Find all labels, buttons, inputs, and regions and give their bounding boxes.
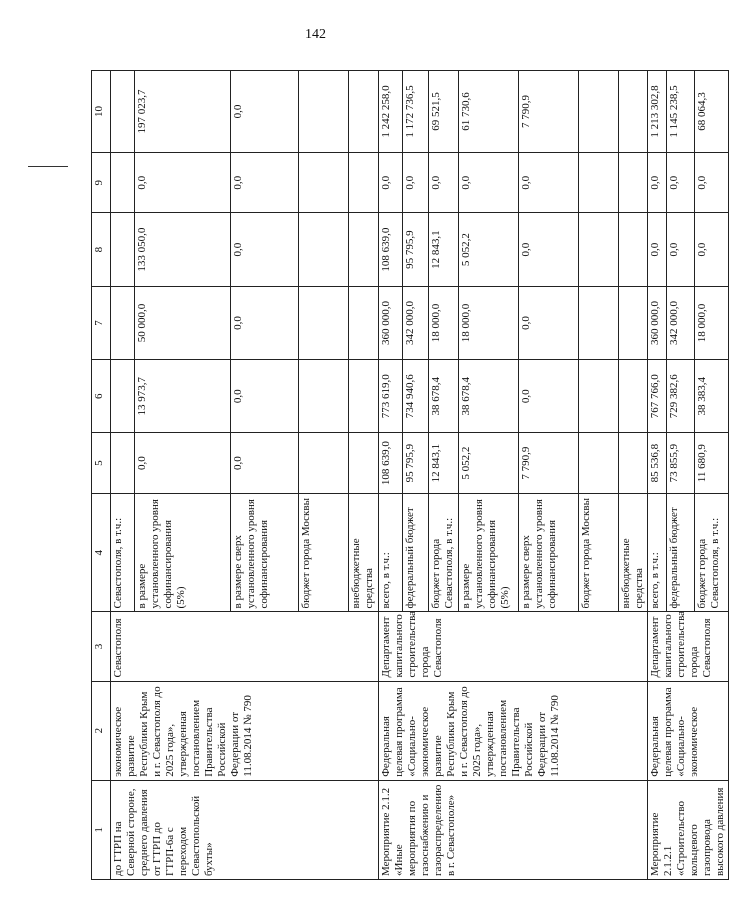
value-cell: 0,0	[231, 213, 299, 286]
value-cell: 1 172 736,5	[403, 71, 429, 153]
value-cell: 729 382,6	[666, 360, 694, 433]
value-cell	[349, 213, 379, 286]
value-cell	[349, 71, 379, 153]
value-cell: 0,0	[135, 153, 231, 213]
value-cell: 108 639,0	[379, 213, 403, 286]
value-cell: 13 973,7	[135, 360, 231, 433]
table-row	[379, 71, 403, 880]
value-cell	[619, 360, 648, 433]
value-cell	[619, 213, 648, 286]
value-cell: 85 536,8	[647, 433, 666, 493]
value-cell: 0,0	[647, 213, 666, 286]
value-cell: 0,0	[379, 153, 403, 213]
value-cell	[349, 153, 379, 213]
value-cell: 0,0	[666, 153, 694, 213]
block-col1-cell: Мероприятие 2.1.2 «Иные мероприятия по газоснабжению и газораспределению в г. Севастополе»	[379, 780, 648, 879]
value-cell: 0,0	[231, 286, 299, 359]
value-cell: 0,0	[519, 153, 579, 213]
value-cell	[111, 213, 135, 286]
rotated-table	[91, 70, 726, 880]
value-cell: 0,0	[694, 213, 728, 286]
source-cell: бюджет города Москвы	[579, 493, 619, 612]
block-col3-cell: Севастополя	[111, 612, 379, 681]
value-cell: 0,0	[647, 153, 666, 213]
value-cell: 95 795,9	[403, 213, 429, 286]
page-number: 142	[305, 27, 326, 42]
value-cell: 69 521,5	[429, 71, 459, 153]
value-cell	[579, 213, 619, 286]
block-col2-cell: экономическое развитие Республики Крым и г. Севастополя до 2025 года», утвержденная постановлением Правительства Российской Федерации от 11.08.2014 № 790	[111, 681, 379, 780]
value-cell: 0,0	[231, 433, 299, 493]
value-cell	[299, 360, 349, 433]
value-cell	[619, 433, 648, 493]
value-cell: 7 790,9	[519, 433, 579, 493]
value-cell	[579, 71, 619, 153]
header-cell: 2	[92, 681, 111, 780]
header-cell: 6	[92, 360, 111, 433]
source-cell: федеральный бюджет	[403, 493, 429, 612]
value-cell: 38 678,4	[429, 360, 459, 433]
value-cell: 197 023,7	[135, 71, 231, 153]
value-cell: 5 052,2	[459, 213, 519, 286]
block-col3-cell: Департамент капитального строительства города Севастополя	[647, 612, 728, 681]
table-row	[647, 71, 666, 880]
value-cell: 773 619,0	[379, 360, 403, 433]
source-cell: всего, в т.ч.:	[647, 493, 666, 612]
value-cell	[111, 360, 135, 433]
value-cell: 0,0	[666, 213, 694, 286]
value-cell: 1 145 238,5	[666, 71, 694, 153]
source-cell: Севастополя, в т.ч.:	[111, 493, 135, 612]
value-cell: 18 000,0	[694, 286, 728, 359]
value-cell: 12 843,1	[429, 433, 459, 493]
value-cell	[349, 286, 379, 359]
block-col2-cell: Федеральная целевая программа «Социально-экономическое развитие Республики Крым и г. Севастополя до 2025 года», утвержденная постановлением Правительства Российской Федерации от 11.08.2014 № 790	[379, 681, 648, 780]
value-cell	[579, 153, 619, 213]
value-cell: 0,0	[519, 360, 579, 433]
value-cell	[349, 433, 379, 493]
source-cell: всего, в т.ч.:	[379, 493, 403, 612]
table-body	[92, 71, 729, 880]
source-cell: в размере установленного уровня софинансирования (5%)	[135, 493, 231, 612]
value-cell	[579, 433, 619, 493]
header-cell: 7	[92, 286, 111, 359]
value-cell: 0,0	[519, 286, 579, 359]
source-cell: в размере установленного уровня софинансирования (5%)	[459, 493, 519, 612]
block-col2-cell: Федеральная целевая программа «Социально-экономическое	[647, 681, 728, 780]
value-cell: 108 639,0	[379, 433, 403, 493]
value-cell: 1 213 302,8	[647, 71, 666, 153]
margin-dash	[28, 166, 68, 167]
value-cell: 18 000,0	[429, 286, 459, 359]
value-cell	[111, 71, 135, 153]
value-cell	[299, 153, 349, 213]
value-cell: 0,0	[231, 153, 299, 213]
header-cell: 8	[92, 213, 111, 286]
header-cell: 1	[92, 780, 111, 879]
value-cell: 12 843,1	[429, 213, 459, 286]
value-cell: 0,0	[429, 153, 459, 213]
header-row	[92, 71, 111, 880]
source-cell: бюджет города Севастополя, в т.ч.:	[429, 493, 459, 612]
value-cell: 11 680,9	[694, 433, 728, 493]
value-cell	[619, 286, 648, 359]
source-cell: бюджет города Севастополя, в т.ч.:	[694, 493, 728, 612]
value-cell: 95 795,9	[403, 433, 429, 493]
value-cell: 0,0	[231, 360, 299, 433]
source-cell: внебюджетные средства	[349, 493, 379, 612]
block-col1-cell: Мероприятие 2.1.2.1 «Строительство кольцевого газопровода высокого давления	[647, 780, 728, 879]
value-cell: 0,0	[694, 153, 728, 213]
value-cell	[299, 433, 349, 493]
rotated-table-wrapper	[91, 70, 726, 880]
header-cell: 3	[92, 612, 111, 681]
table-row	[111, 71, 135, 880]
source-cell: в размере сверх установленного уровня софинансирования	[519, 493, 579, 612]
value-cell: 7 790,9	[519, 71, 579, 153]
value-cell	[349, 360, 379, 433]
value-cell	[619, 153, 648, 213]
block-col1-cell: до ГТРП на Северной стороне, среднего давления от ГТРП до ГТРП-6а с переходом Севастопольской бухты»	[111, 780, 379, 879]
header-cell: 9	[92, 153, 111, 213]
source-cell: внебюджетные средства	[619, 493, 648, 612]
value-cell: 1 242 258,0	[379, 71, 403, 153]
value-cell: 734 940,6	[403, 360, 429, 433]
header-cell: 4	[92, 493, 111, 612]
value-cell: 0,0	[403, 153, 429, 213]
value-cell: 38 383,4	[694, 360, 728, 433]
value-cell	[111, 286, 135, 359]
value-cell: 342 000,0	[403, 286, 429, 359]
value-cell: 360 000,0	[379, 286, 403, 359]
value-cell	[111, 153, 135, 213]
value-cell: 0,0	[459, 153, 519, 213]
value-cell: 38 678,4	[459, 360, 519, 433]
source-cell: бюджет города Москвы	[299, 493, 349, 612]
value-cell: 342 000,0	[666, 286, 694, 359]
value-cell: 133 050,0	[135, 213, 231, 286]
header-cell: 5	[92, 433, 111, 493]
value-cell: 0,0	[135, 433, 231, 493]
value-cell: 73 855,9	[666, 433, 694, 493]
value-cell	[619, 71, 648, 153]
value-cell: 61 730,6	[459, 71, 519, 153]
value-cell	[579, 360, 619, 433]
value-cell	[299, 71, 349, 153]
value-cell	[299, 213, 349, 286]
value-cell	[579, 286, 619, 359]
value-cell	[111, 433, 135, 493]
source-cell: федеральный бюджет	[666, 493, 694, 612]
header-cell: 10	[92, 71, 111, 153]
source-cell: в размере сверх установленного уровня софинансирования	[231, 493, 299, 612]
value-cell: 767 766,0	[647, 360, 666, 433]
value-cell: 0,0	[231, 71, 299, 153]
value-cell: 360 000,0	[647, 286, 666, 359]
value-cell: 50 000,0	[135, 286, 231, 359]
value-cell: 5 052,2	[459, 433, 519, 493]
budget-table	[91, 70, 729, 880]
block-col3-cell: Департамент капитального строительства города Севастополя	[379, 612, 648, 681]
value-cell: 68 064,3	[694, 71, 728, 153]
value-cell	[299, 286, 349, 359]
value-cell: 0,0	[519, 213, 579, 286]
value-cell: 18 000,0	[459, 286, 519, 359]
